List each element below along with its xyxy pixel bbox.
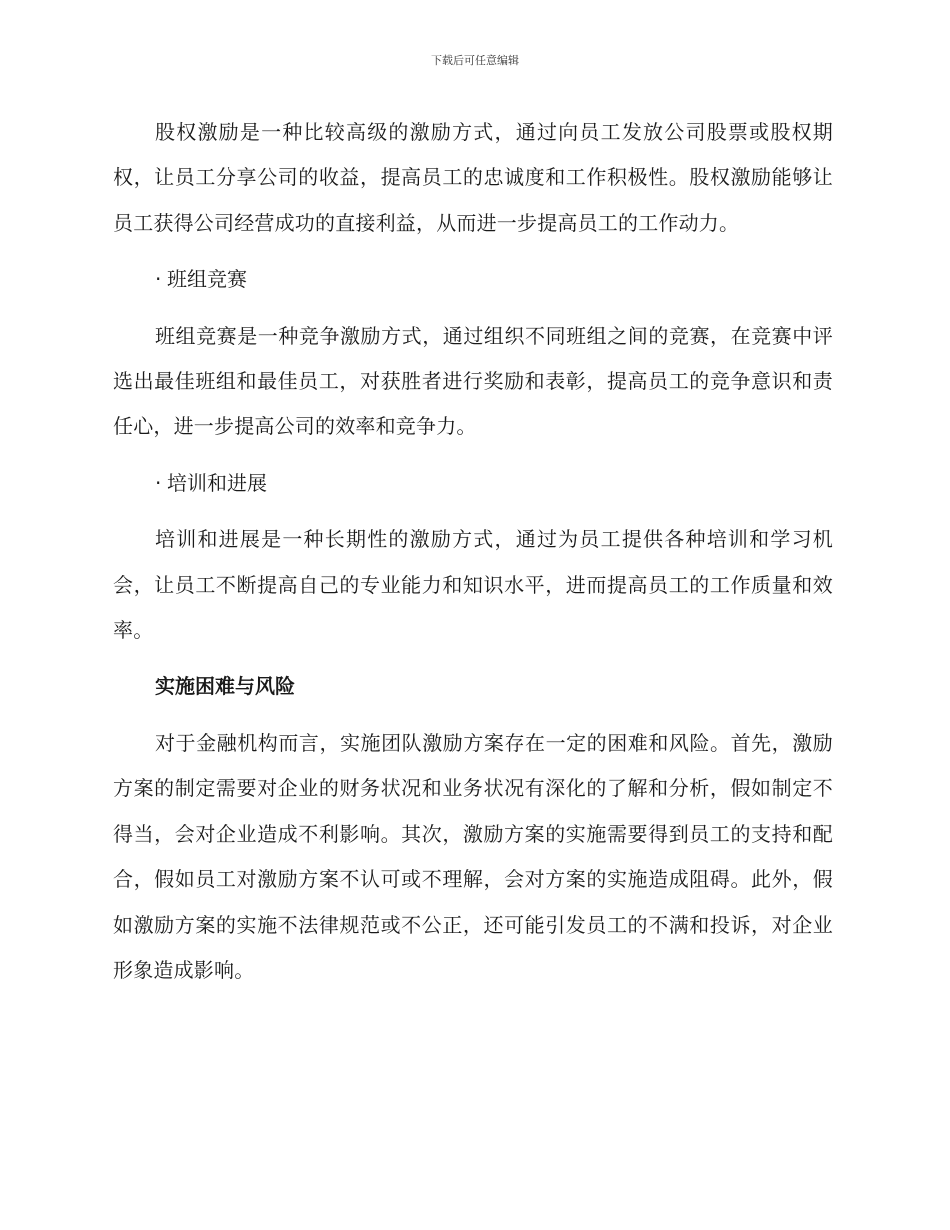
paragraph-team-competition: 班组竞赛是一种竞争激励方式，通过组织不同班组之间的竞赛，在竞赛中评选出最佳班组和最佳员工，对获胜者进行奖励和表彰，提高员工的竞争意识和责任心，进一步提高公司的效率和竞争力。 (113, 323, 833, 439)
paragraph-training: 培训和进展是一种长期性的激励方式，通过为员工提供各种培训和学习机会，让员工不断提高自己的专业能力和知识水平，进而提高员工的工作质量和效率。 (113, 527, 833, 643)
paragraph-risks: 对于金融机构而言，实施团队激励方案存在一定的困难和风险。首先，激励方案的制定需要对企业的财务状况和业务状况有深化的了解和分析，假如制定不得当，会对企业造成不利影响。其次，激励方案的实施需要得到员工的支持和配合，假如员工对激励方案不认可或不理解，会对方案的实施造成阻碍。此外，假如激励方案的实施不法律规范或不公正，还可能引发员工的不满和投诉，对企业形象造成影响。 (113, 730, 833, 982)
page-header: 下载后可任意编辑 (431, 54, 519, 67)
bullet-team-competition (113, 257, 833, 302)
bullet-marker: · (155, 470, 162, 495)
bullet-marker: · (155, 267, 162, 292)
bullet-label: 培训和进展 (167, 470, 267, 495)
paragraph-equity-incentive: 股权激励是一种比较高级的激励方式，通过向员工发放公司股票或股权期权，让员工分享公司的收益，提高员工的忠诚度和工作积极性。股权激励能够让员工获得公司经营成功的直接利益，从而进一步提高员工的工作动力。 (113, 120, 833, 235)
section-heading: 实施困难与风险 (155, 674, 295, 699)
bullet-label: 班组竞赛 (167, 267, 247, 292)
bullet-training (113, 461, 833, 506)
document-body (113, 110, 833, 1004)
